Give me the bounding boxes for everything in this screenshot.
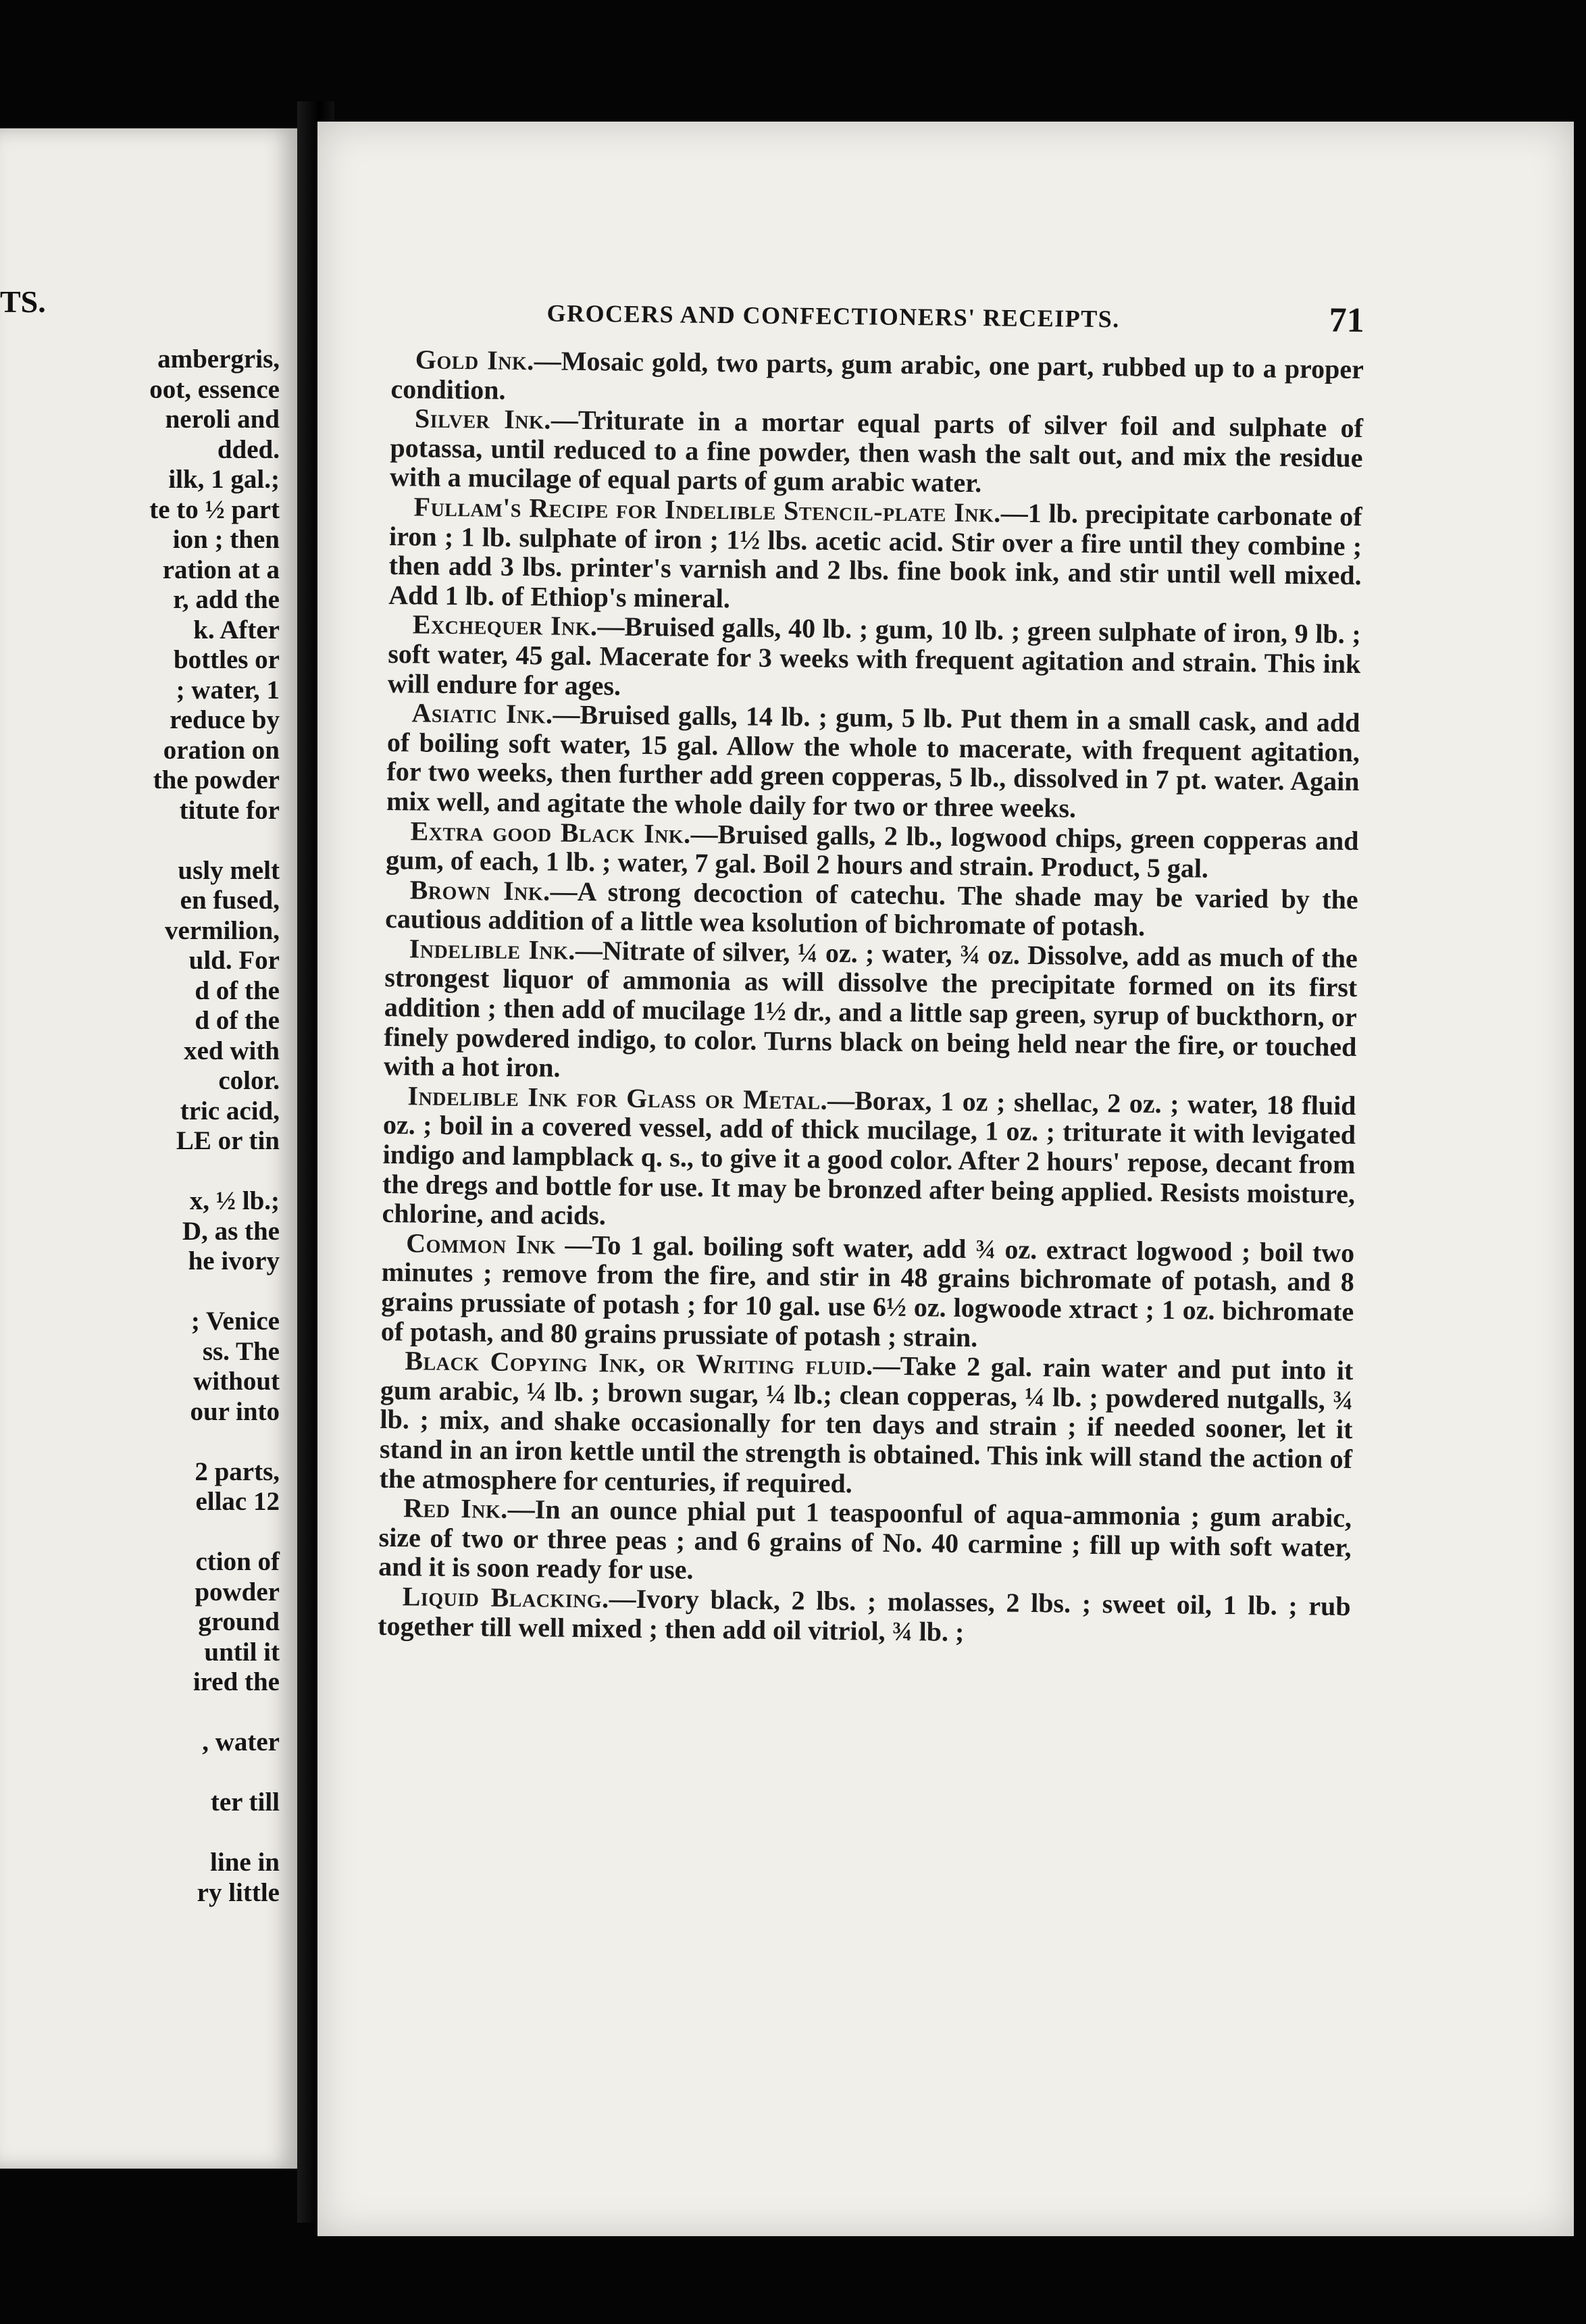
left-page-line: oration on: [163, 735, 280, 765]
left-page-line: ; Venice: [190, 1307, 280, 1336]
recipe-entry: [386, 815, 1359, 884]
left-page-header: TS.: [0, 284, 46, 319]
recipe-text: —Ivory black, 2 lbs. ; molasses, 2 lbs. ; sweet oil, 1 lb. ; rub together till well mixed ; then add oil vitriol, ¾ lb. ;: [378, 1583, 1351, 1647]
left-page-line: ellac 12: [195, 1487, 280, 1516]
left-page-line: our into: [190, 1396, 280, 1426]
recipe-heading: Silver Ink.: [414, 403, 552, 435]
recipe-heading: Exchequer Ink.: [412, 609, 598, 642]
recipe-entry: [385, 875, 1358, 944]
left-page-line: without: [193, 1367, 280, 1396]
left-page-line: x, ½ lb.;: [189, 1186, 280, 1215]
recipe-entry: [381, 1228, 1355, 1356]
recipe-text: —1 lb. precipitate carbonate of iron ; 1 lb. sulphate of iron ; 1½ lbs. acetic acid. Stir over a fire until they combine ; then add 3 lbs. printer's varnish and 2 lbs. fine book ink, and stir until well mixed. Add 1 lb. of Ethiop's mineral.: [388, 497, 1362, 614]
left-page-line: ration at a: [162, 555, 280, 584]
left-page-line: ; water, 1: [176, 675, 280, 705]
left-page-line: ss. The: [202, 1336, 280, 1366]
left-page-text: [0, 345, 280, 1908]
recipe-text: —Nitrate of silver, ¼ oz. ; water, ¾ oz. Dissolve, add as much of the strongest liquor of ammonia as will dissolve the precipitate formed on its first addition ; then add of mucilage 1½ dr., and a little sap green, syrup of buckthorn, or finely powdered indigo, to color. Turns black on being held near the fire, or touched with a hot iron.: [383, 934, 1358, 1083]
left-page-line: color.: [218, 1066, 280, 1095]
left-page-line: ion ; then: [172, 525, 280, 554]
recipe-entry: [388, 609, 1361, 708]
left-page-line: D, as the: [182, 1216, 280, 1246]
left-page-line: k. After: [193, 615, 280, 645]
left-page-line: te to ½ part: [149, 495, 280, 524]
recipe-entry: [388, 492, 1362, 620]
left-page-line: powder: [195, 1577, 280, 1607]
left-page-line: the powder: [153, 765, 280, 794]
left-page-line: 2 parts,: [195, 1457, 280, 1486]
left-page-line: ction of: [195, 1547, 280, 1576]
left-page-line: [0, 1818, 280, 1848]
left-page-line: [0, 1758, 280, 1788]
recipe-text: —A strong decoction of catechu. The shade may be varied by the cautious addition of a little wea ksolution of bichromate of potash.: [385, 876, 1358, 942]
left-page-line: [0, 1277, 280, 1307]
left-page-line: [0, 826, 280, 856]
recipe-entry: [390, 345, 1364, 413]
recipe-entries: [378, 345, 1364, 1650]
recipe-text: —Bruised galls, 14 lb. ; gum, 5 lb. Put them in a small cask, and add of boiling soft water, 15 gal. Allow the whole to macerate, with frequent agitation, for two weeks, then further add green copperas, 5 lb., dissolved in 7 pt. water. Again mix well, and agitate the whole daily for two or three weeks.: [386, 699, 1360, 824]
left-page-line: he ivory: [188, 1246, 280, 1275]
recipe-text: —Bruised galls, 40 lb. ; gum, 10 lb. ; green sulphate of iron, 9 lb. ; soft water, 45 gal. Macerate for 3 weeks with frequent agitation and strain. This ink will endure for ages.: [387, 611, 1361, 701]
left-page-line: uld. For: [188, 946, 280, 975]
left-page-line: vermilion,: [164, 915, 280, 945]
recipe-heading: Common Ink: [406, 1228, 557, 1260]
left-page-line: oot, essence: [149, 374, 280, 404]
left-page-line: [0, 1427, 280, 1457]
left-page-line: until it: [204, 1637, 280, 1667]
left-page-line: xed with: [184, 1036, 280, 1065]
recipe-heading: Fullam's Recipe for Indelible Stencil-plate Ink.: [413, 491, 1002, 528]
left-page-line: tric acid,: [180, 1096, 280, 1126]
left-page-line: ired the: [193, 1667, 280, 1696]
left-page-line: bottles or: [173, 645, 280, 674]
recipe-entry: [382, 1081, 1356, 1238]
left-page-line: r, add the: [173, 585, 280, 614]
left-page-line: ambergris,: [157, 345, 280, 374]
recipe-heading: Indelible Ink for Glass or Metal.: [407, 1080, 828, 1115]
recipe-text: —To 1 gal. boiling soft water, add ¾ oz. extract logwood ; boil two minutes ; remove from the fire, and stir in 48 grains bichromate of potash, and 8 grains prussiate of potash ; for 10 gal. use 6½ oz. logwoode xtract ; 1 oz. bichromate of potash, and 80 grains prussiate of potash ; strain.: [380, 1229, 1355, 1353]
recipe-heading: Liquid Blacking.: [402, 1581, 609, 1614]
left-page-line: en fused,: [180, 886, 280, 915]
left-page-line: d of the: [195, 1006, 280, 1035]
recipe-heading: Black Copying Ink, or Writing fluid.: [405, 1345, 873, 1381]
recipe-entry: [378, 1582, 1351, 1650]
recipe-entry: [384, 934, 1358, 1091]
recipe-text: —Take 2 gal. rain water and put into it gum arabic, ¼ lb. ; brown sugar, ¼ lb.; clean copperas, ¼ lb. ; powdered nutgalls, ¾ lb. ; mix, and shake occasionally for ten days and strain ; if needed sooner, let it stand in an iron kettle until the strength is obtained. This ink will stand the action of the atmosphere for centuries, if required.: [379, 1350, 1354, 1498]
recipe-heading: Brown Ink.: [409, 874, 551, 907]
left-page: [0, 128, 297, 2169]
left-page-line: ry little: [197, 1877, 280, 1907]
left-page-line: neroli and: [165, 405, 280, 434]
left-page-line: [0, 1517, 280, 1548]
recipe-heading: Extra good Black Ink.: [410, 815, 691, 849]
running-head-title: GROCERS AND CONFECTIONERS' RECEIPTS.: [546, 299, 1120, 333]
left-page-line: line in: [210, 1848, 280, 1877]
recipe-text: —Borax, 1 oz ; shellac, 2 oz. ; water, 18 fluid oz. ; boil in a covered vessel, add of thick mucilage, 1 oz. ; triturate it with levigated indigo and lampblack q. s., to give it a good color. After 2 hours' repose, decant from the dregs and bottle for use. It may be bronzed after being applied. Resists moisture, chlorine, and acids.: [382, 1084, 1356, 1231]
left-page-line: [0, 1698, 280, 1728]
recipe-text: —Triturate in a mortar equal parts of silver foil and sulphate of potassa, until reduced to a fine powder, then wash the salt out, and mix the residue with a mucilage of equal parts of gum arabic water.: [389, 404, 1364, 499]
recipe-heading: Gold Ink.: [415, 344, 535, 376]
right-page-text-block: [378, 290, 1364, 1650]
recipe-entry: [378, 1493, 1352, 1592]
recipe-heading: Indelible Ink.: [409, 933, 576, 965]
left-page-line: LE or tin: [176, 1126, 280, 1155]
recipe-text: —Mosaic gold, two parts, gum arabic, one part, rubbed up to a proper condition.: [390, 345, 1364, 405]
recipe-entry: [386, 698, 1360, 826]
left-page-line: usly melt: [178, 855, 280, 885]
recipe-heading: Asiatic Ink.: [411, 697, 553, 730]
left-page-line: [0, 1157, 280, 1187]
left-page-line: , water: [202, 1727, 280, 1757]
left-page-line: ilk, 1 gal.;: [168, 465, 280, 494]
left-page-line: d of the: [195, 976, 280, 1005]
recipe-entry: [379, 1346, 1353, 1503]
recipe-heading: Red Ink.: [403, 1492, 508, 1525]
recipe-text: —Bruised galls, 2 lb., logwood chips, green copperas and gum, of each, 1 lb. ; water, 7 gal. Boil 2 hours and strain. Product, 5 gal.: [385, 818, 1359, 884]
left-page-line: dded.: [217, 434, 280, 464]
page-number: 71: [1329, 301, 1364, 340]
recipe-entry: [390, 403, 1363, 502]
left-page-line: reduce by: [170, 705, 280, 734]
running-head: [391, 290, 1364, 355]
left-page-line: ground: [198, 1607, 280, 1636]
left-page-line: titute for: [179, 795, 280, 825]
left-page-line: ter till: [210, 1788, 280, 1817]
recipe-text: —In an ounce phial put 1 teaspoonful of aqua-ammonia ; gum arabic, size of two or three peas ; and 6 grains of No. 40 carmine ; fill up with soft water, and it is soon ready for use.: [378, 1494, 1352, 1586]
